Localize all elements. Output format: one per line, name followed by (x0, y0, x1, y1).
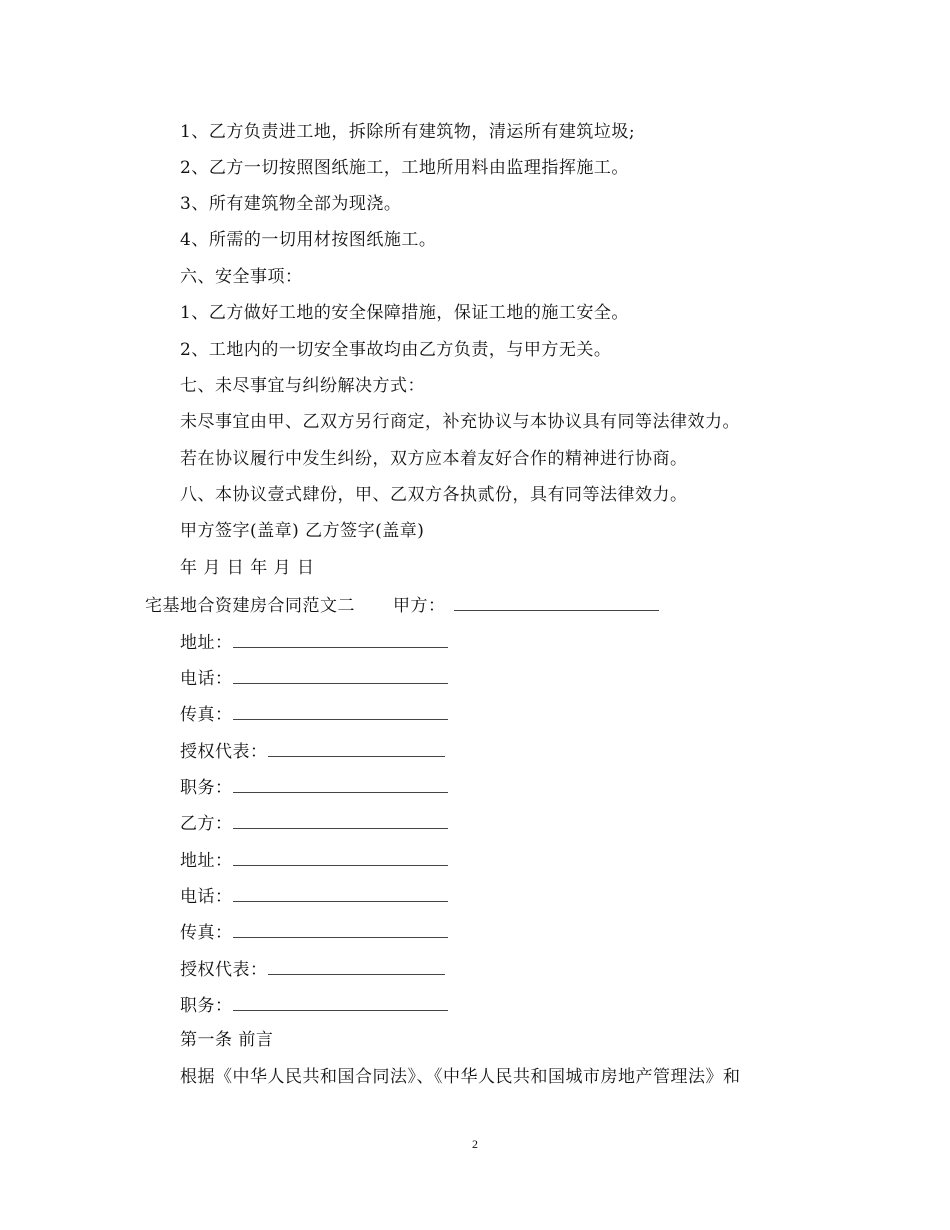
field-blank (233, 919, 448, 938)
clause-line: 4、所需的一切用材按图纸施工。 (180, 230, 437, 250)
field-label: 传真： (180, 705, 233, 725)
form-field (180, 956, 445, 982)
form-field (180, 992, 448, 1018)
field-label: 授权代表： (180, 960, 268, 980)
clause-line: 1、乙方做好工地的安全保障措施，保证工地的施工安全。 (180, 303, 629, 323)
article-heading: 第一条 前言 (180, 1030, 274, 1050)
form-field (180, 774, 448, 800)
form-field (180, 919, 448, 945)
field-blank (268, 956, 445, 975)
field-blank (233, 810, 448, 829)
party-a-label: 甲方： (393, 596, 446, 616)
page-number: 2 (472, 1137, 478, 1151)
clause-line: 八、本协议壹式肆份，甲、乙双方各执贰份，具有同等法律效力。 (180, 485, 688, 505)
article-text: 根据《中华人民共和国合同法》、《中华人民共和国城市房地产管理法》和 (180, 1067, 741, 1087)
field-label: 职务： (180, 996, 233, 1016)
field-label: 授权代表： (180, 742, 268, 762)
clause-line: 未尽事宜由甲、乙双方另行商定，补充协议与本协议具有同等法律效力。 (180, 412, 740, 432)
field-blank (233, 847, 448, 866)
section-heading: 七、未尽事宜与纠纷解决方式： (180, 376, 425, 396)
field-blank (233, 774, 448, 793)
field-blank (233, 992, 448, 1011)
clause-line: 3、所有建筑物全部为现浇。 (180, 194, 402, 214)
section-heading: 六、安全事项： (180, 267, 303, 287)
contract-title-row (145, 592, 659, 618)
form-field (180, 629, 448, 655)
clause-line: 1、乙方负责进工地，拆除所有建筑物，清运所有建筑垃圾; (180, 122, 636, 142)
field-label: 传真： (180, 923, 233, 943)
contract-title: 宅基地合资建房合同范文二 (145, 596, 355, 616)
field-label: 地址： (180, 633, 233, 653)
field-label: 地址： (180, 851, 233, 871)
party-a-blank (454, 592, 659, 611)
field-blank (233, 883, 448, 902)
clause-line: 2、乙方一切按照图纸施工，工地所用料由监理指挥施工。 (180, 158, 629, 178)
field-blank (233, 629, 448, 648)
field-blank (233, 701, 448, 720)
form-field (180, 883, 448, 909)
field-blank (268, 738, 445, 757)
form-field (180, 847, 448, 873)
field-label: 电话： (180, 887, 233, 907)
clause-line: 若在协议履行中发生纠纷，双方应本着友好合作的精神进行协商。 (180, 449, 688, 469)
field-label: 乙方： (180, 814, 233, 834)
field-label: 电话： (180, 669, 233, 689)
clause-line: 2、工地内的一切安全事故均由乙方负责，与甲方无关。 (180, 340, 612, 360)
field-blank (233, 665, 448, 684)
form-field (180, 701, 448, 727)
signature-line: 甲方签字(盖章) 乙方签字(盖章) (180, 521, 425, 541)
date-line: 年 月 日 年 月 日 (180, 558, 315, 578)
form-field (180, 810, 448, 836)
form-field (180, 738, 445, 764)
form-field (180, 665, 448, 691)
field-label: 职务： (180, 778, 233, 798)
